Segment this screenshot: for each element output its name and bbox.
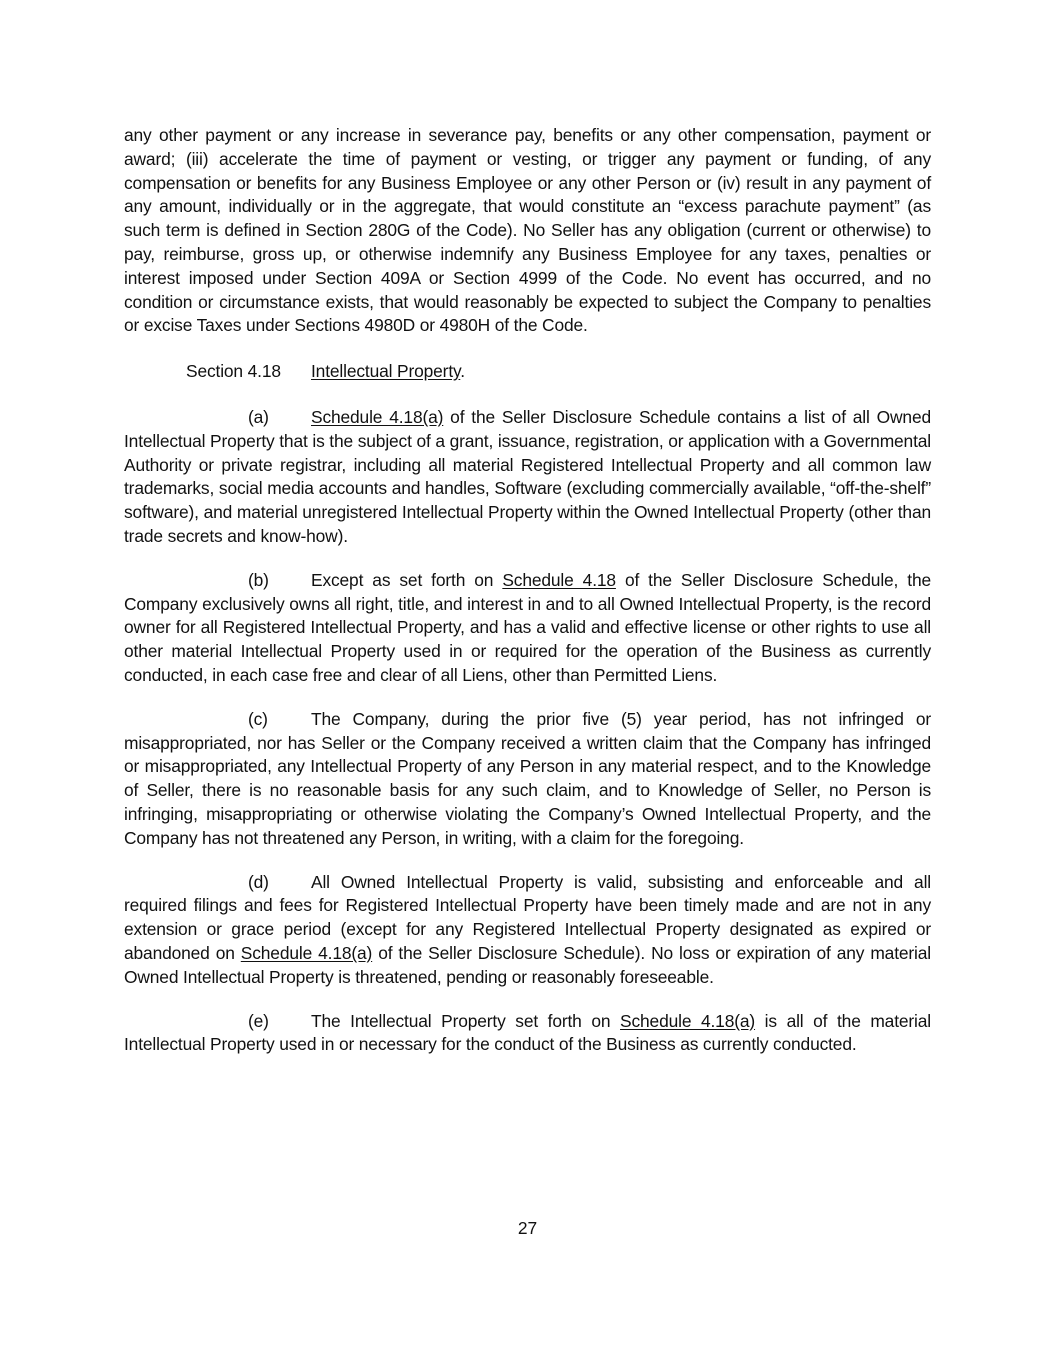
section-title-suffix: . — [460, 361, 465, 382]
subsection-d-text-after: of the Seller Disclosure Schedule). No loss or expiration of any material Owned Intellectual Property is threatened, pending or reasonably foreseeable. — [124, 942, 931, 987]
section-number: Section 4.18 — [186, 361, 281, 382]
subsection-e — [124, 1010, 931, 1058]
schedule-link-d[interactable]: Schedule 4.18(a) — [240, 942, 373, 963]
subsection-c-text: The Company, during the prior five (5) year period, has not infringed or misappropriated, nor has Seller or the Company received a written claim that the Company has infringed or misappropriated, any Intellectual Property of any Person in any material respect, and to the Knowledge of Seller, there is no reasonable basis for any such claim, and to Knowledge of Seller, no Person is infringing, misappropriating or otherwise violating the Company’s Owned Intellectual Property, and the Company has not threatened any Person, in writing, with a claim for the foregoing. — [124, 708, 931, 848]
subsection-e-label: (e) — [248, 1010, 269, 1031]
continuation-paragraph: any other payment or any increase in severance pay, benefits or any other compensation, payment or award; (iii) accelerate the time of payment or vesting, or trigger any payment or funding, of any compensation or benefits for any Business Employee or any other Person or (iv) result in any payment of any amount, individually or in the aggregate, that would constitute an “excess parachute payment” (as such term is defined in Section 280G of the Code). No Seller has any obligation (current or otherwise) to pay, reimburse, gross up, or otherwise indemnify any Business Employee for any taxes, penalties or interest imposed under Section 409A or Section 4999 of the Code. No event has occurred, and no condition or circumstance exists, that would reasonably be expected to subject the Company to penalties or excise Taxes under Sections 4980D or 4980H of the Code. — [124, 125, 931, 336]
subsection-c-label: (c) — [248, 708, 268, 729]
subsection-d-label: (d) — [248, 871, 269, 892]
subsection-a-text: of the Seller Disclosure Schedule contains a list of all Owned Intellectual Property that is the subject of a grant, issuance, registration, or application with a Governmental Authority or private registrar, including all material Registered Intellectual Property and all common law trademarks, social media accounts and handles, Software (excluding commercially available, “off-the-shelf” software), and material unregistered Intellectual Property within the Owned Intellectual Property (other than trade secrets and know-how). — [124, 406, 931, 546]
section-title: Intellectual Property — [311, 361, 461, 382]
subsection-a-label: (a) — [248, 406, 269, 427]
subsection-c — [124, 708, 931, 851]
subsection-b — [124, 569, 931, 688]
subsection-e-text-before: The Intellectual Property set forth on — [311, 1010, 621, 1031]
subsection-a — [124, 406, 931, 549]
subsection-b-text-before: Except as set forth on — [311, 569, 503, 590]
subsection-d — [124, 871, 931, 990]
subsection-b-text-after: of the Seller Disclosure Schedule, the Company exclusively owns all right, title, and interest in and to all Owned Intellectual Property, is the record owner for all Registered Intellectual Property, and has a valid and effective license or other rights to use all other material Intellectual Property used in or required for the operation of the Business as currently conducted, in each case free and clear of all Liens, other than Permitted Liens. — [124, 569, 931, 685]
schedule-link-e[interactable]: Schedule 4.18(a) — [620, 1010, 756, 1031]
subsection-b-label: (b) — [248, 569, 269, 590]
section-heading — [124, 360, 931, 384]
subsection-e-text-after: is all of the material Intellectual Property used in or necessary for the conduct of the Business as currently conducted. — [124, 1010, 931, 1055]
schedule-link-b[interactable]: Schedule 4.18 — [502, 569, 616, 590]
schedule-link-a[interactable]: Schedule 4.18(a) — [311, 406, 444, 427]
document-page — [124, 124, 931, 1057]
page-number: 27 — [517, 1218, 538, 1238]
subsection-d-text-before: All Owned Intellectual Property is valid, subsisting and enforceable and all required filings and fees for Registered Intellectual Property have been timely made and are not in any extension or grace period (except for any Registered Intellectual Property designated as expired or abandoned on — [124, 871, 931, 963]
